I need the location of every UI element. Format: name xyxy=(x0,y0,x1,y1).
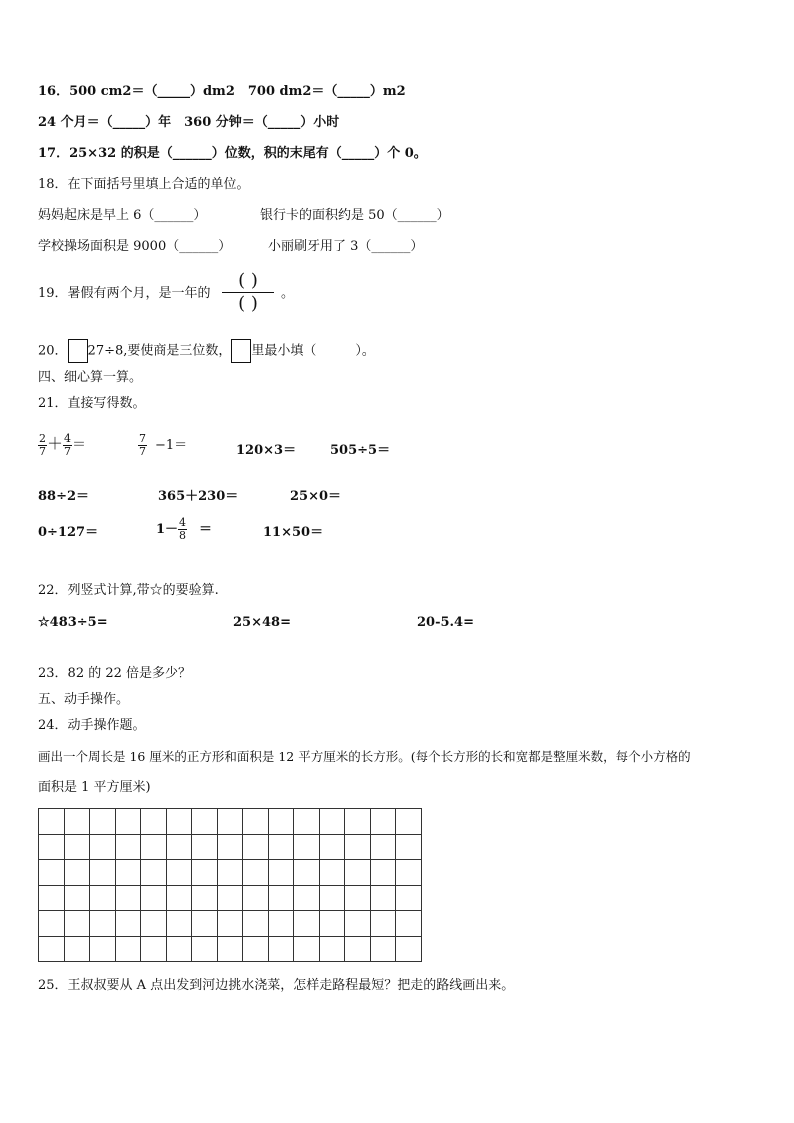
fraction: $\frac{4}{8}$ xyxy=(179,516,187,542)
q16-line1: 16．500 cm2＝（_____）dm2 700 dm2＝（_____）m2 xyxy=(38,84,406,99)
grid-cell xyxy=(294,860,320,886)
grid-cell xyxy=(141,834,167,860)
q19-denominator: ( ) xyxy=(238,293,258,314)
grid-cell xyxy=(217,834,243,860)
q24-title: 24．动手操作题。 xyxy=(38,718,146,733)
grid-cell xyxy=(243,936,269,962)
grid-cell xyxy=(192,860,218,886)
grid-cell xyxy=(370,936,396,962)
grid-cell xyxy=(345,860,371,886)
grid-cell xyxy=(166,885,192,911)
q19-numerator: ( ) xyxy=(238,270,258,291)
grid-cell xyxy=(166,860,192,886)
q22-c: 20-5.4= xyxy=(417,615,474,630)
q20-line xyxy=(38,339,375,363)
grid-cell xyxy=(64,809,90,835)
grid-cell xyxy=(319,885,345,911)
grid-cell xyxy=(64,885,90,911)
digit-box xyxy=(231,339,251,363)
grid-cell xyxy=(268,809,294,835)
grid-cell xyxy=(39,809,65,835)
grid-cell xyxy=(294,936,320,962)
digit-box xyxy=(68,339,88,363)
grid-cell xyxy=(294,911,320,937)
grid-cell xyxy=(319,936,345,962)
grid-cell xyxy=(90,885,116,911)
grid-cell xyxy=(192,936,218,962)
grid-cell xyxy=(217,885,243,911)
q19-fraction-blank xyxy=(222,270,274,315)
grid-cell xyxy=(64,834,90,860)
grid-cell xyxy=(141,860,167,886)
grid-cell xyxy=(64,860,90,886)
grid-cell xyxy=(396,885,422,911)
q24-desc-line2: 面积是 1 平方厘米) xyxy=(38,780,151,795)
q21-r1-d: 505÷5＝ xyxy=(330,443,391,458)
grid-cell xyxy=(370,834,396,860)
grid-cell xyxy=(166,809,192,835)
grid-cell xyxy=(166,911,192,937)
q18-item-a: 妈妈起床是早上 6（______） xyxy=(38,208,207,223)
grid-cell xyxy=(243,911,269,937)
grid-cell xyxy=(141,809,167,835)
grid-cell xyxy=(396,936,422,962)
q20-text-a: 27÷8,要使商是三位数， xyxy=(87,343,232,359)
grid-cell xyxy=(243,809,269,835)
q21-title: 21．直接写得数。 xyxy=(38,396,146,411)
q22-a: ☆483÷5= xyxy=(38,615,108,630)
grid-cell xyxy=(294,885,320,911)
grid-cell xyxy=(166,936,192,962)
grid-cell xyxy=(39,834,65,860)
q20-number: 20． xyxy=(38,343,68,359)
grid-cell xyxy=(115,885,141,911)
grid-cell xyxy=(268,834,294,860)
q21-r3-c: 11×50＝ xyxy=(263,525,324,540)
q22-b: 25×48= xyxy=(233,615,291,630)
q21-r3-a: 0÷127＝ xyxy=(38,525,99,540)
q17-text: 17．25×32 的积是（______）位数，积的末尾有（_____）个 0。 xyxy=(38,146,427,161)
grid-cell xyxy=(39,885,65,911)
grid-cell xyxy=(141,885,167,911)
grid-cell xyxy=(217,911,243,937)
grid-cell xyxy=(243,834,269,860)
grid-cell xyxy=(192,911,218,937)
grid-cell xyxy=(268,936,294,962)
grid-cell xyxy=(90,911,116,937)
grid-cell xyxy=(319,834,345,860)
grid-cell xyxy=(345,834,371,860)
grid-cell xyxy=(294,809,320,835)
grid-cell xyxy=(64,911,90,937)
grid-cell xyxy=(396,911,422,937)
grid-cell xyxy=(370,911,396,937)
q20-text-b: 里最小填（ ）。 xyxy=(251,343,375,359)
grid-cell xyxy=(39,911,65,937)
grid-cell xyxy=(115,834,141,860)
grid-cell xyxy=(396,860,422,886)
grid-cell xyxy=(141,911,167,937)
grid-cell xyxy=(90,860,116,886)
grid-cell xyxy=(319,809,345,835)
q18-item-c: 学校操场面积是 9000（______） xyxy=(38,239,232,254)
section-5-heading: 五、动手操作。 xyxy=(38,692,130,707)
q21-r2-c: 25×0＝ xyxy=(290,489,342,504)
grid-cell xyxy=(115,860,141,886)
fraction: $\frac{2}{7}$ xyxy=(39,432,46,458)
q21-r2-a: 88÷2＝ xyxy=(38,489,90,504)
grid-cell xyxy=(345,885,371,911)
grid-cell xyxy=(396,809,422,835)
fraction: $\frac{4}{7}$ xyxy=(64,432,72,458)
q21-r2-b: 365＋230＝ xyxy=(158,489,239,504)
q22-title: 22．列竖式计算,带☆的要验算. xyxy=(38,583,219,598)
q19-text: 19．暑假有两个月，是一年的 xyxy=(38,286,211,301)
grid-cell xyxy=(115,936,141,962)
q24-desc-line1: 画出一个周长是 16 厘米的正方形和面积是 12 平方厘米的长方形。(每个长方形的长和宽都是整厘米数，每个小方格的 xyxy=(38,749,691,764)
grid-cell xyxy=(192,885,218,911)
q18-item-d: 小丽刷牙用了 3（______） xyxy=(268,239,424,254)
grid-row xyxy=(39,936,422,962)
grid-cell xyxy=(217,860,243,886)
grid-row xyxy=(39,834,422,860)
q25-text: 25．王叔叔要从 A 点出发到河边挑水浇菜，怎样走路程最短？把走的路线画出来。 xyxy=(38,978,515,993)
grid-cell xyxy=(90,834,116,860)
q21-r1-b: $\frac{7}{7}$ −1＝ xyxy=(139,432,188,458)
grid-row xyxy=(39,860,422,886)
grid-cell xyxy=(39,860,65,886)
square-grid xyxy=(38,808,422,962)
q23-text: 23．82 的 22 倍是多少？ xyxy=(38,666,192,681)
grid-cell xyxy=(319,911,345,937)
grid-cell xyxy=(345,809,371,835)
grid-cell xyxy=(115,809,141,835)
q19-period: 。 xyxy=(281,286,295,301)
grid-cell xyxy=(396,834,422,860)
q18-item-b: 银行卡的面积约是 50（______） xyxy=(260,208,450,223)
q18-title: 18．在下面括号里填上合适的单位。 xyxy=(38,177,250,192)
grid-cell xyxy=(294,834,320,860)
grid-cell xyxy=(319,860,345,886)
grid-row xyxy=(39,911,422,937)
q21-r1-c: 120×3＝ xyxy=(236,443,297,458)
grid-cell xyxy=(268,911,294,937)
grid-cell xyxy=(370,885,396,911)
grid-cell xyxy=(90,809,116,835)
q16-line2: 24 个月＝（_____）年 360 分钟＝（_____）小时 xyxy=(38,115,340,130)
grid-cell xyxy=(243,885,269,911)
grid-cell xyxy=(64,936,90,962)
fraction: $\frac{7}{7}$ xyxy=(139,432,146,458)
grid-cell xyxy=(166,834,192,860)
grid-cell xyxy=(115,911,141,937)
section-4-heading: 四、细心算一算。 xyxy=(38,370,143,385)
grid-cell xyxy=(39,936,65,962)
grid-cell xyxy=(217,809,243,835)
grid-cell xyxy=(90,936,116,962)
grid-cell xyxy=(141,936,167,962)
grid-cell xyxy=(217,936,243,962)
grid-row xyxy=(39,809,422,835)
q21-r1-a: $\frac{2}{7}$ ＋ $\frac{4}{7}$ ＝ xyxy=(39,432,87,458)
grid-cell xyxy=(192,834,218,860)
grid-row xyxy=(39,885,422,911)
grid-cell xyxy=(192,809,218,835)
grid-cell xyxy=(370,809,396,835)
grid-cell xyxy=(268,860,294,886)
q21-r3-b: 1－ $\frac{4}{8}$ ＝ xyxy=(156,516,213,542)
grid-cell xyxy=(370,860,396,886)
grid-cell xyxy=(243,860,269,886)
grid-cell xyxy=(268,885,294,911)
grid-cell xyxy=(345,936,371,962)
grid-cell xyxy=(345,911,371,937)
